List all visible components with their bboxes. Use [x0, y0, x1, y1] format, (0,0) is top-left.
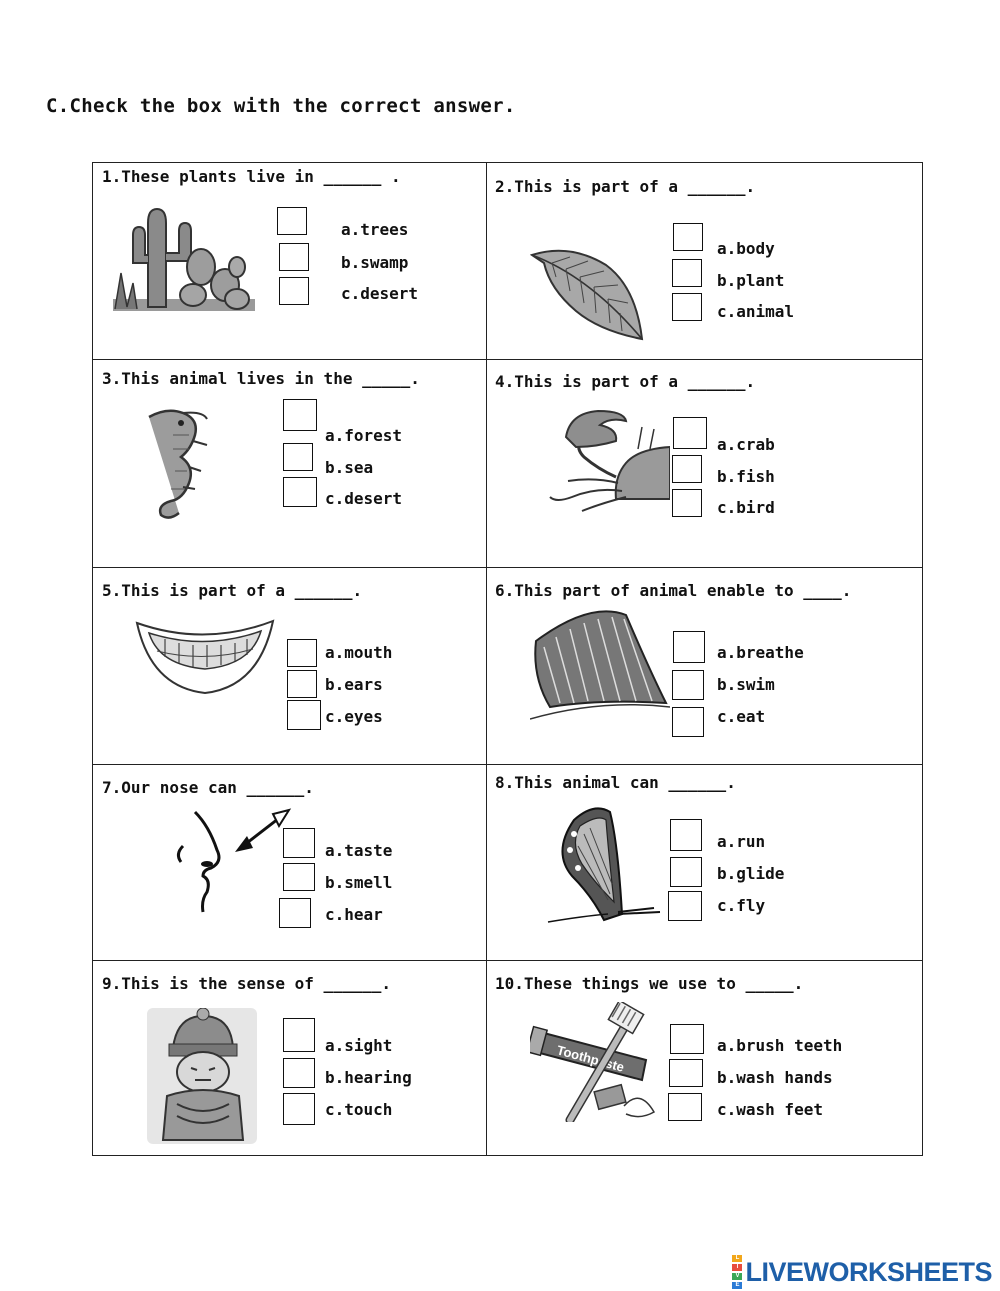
- question-10: [486, 960, 923, 1156]
- question-6: [486, 567, 923, 764]
- answer-checkbox[interactable]: [283, 477, 317, 507]
- question-1: [93, 163, 486, 359]
- answer-checkbox[interactable]: [279, 243, 309, 271]
- answer-checkbox[interactable]: [669, 1059, 703, 1087]
- answer-checkbox[interactable]: [279, 277, 309, 305]
- question-3: [93, 359, 486, 567]
- option-label: a.mouth: [325, 643, 393, 662]
- question-grid: [92, 162, 923, 1156]
- logo-mark-icon: L I V E: [732, 1254, 742, 1290]
- question-9: [93, 960, 486, 1156]
- option-label: a.run: [717, 832, 766, 851]
- option-label: a.forest: [325, 426, 403, 445]
- mouth-picture: [133, 617, 277, 697]
- answer-checkbox[interactable]: [670, 1024, 704, 1054]
- answer-checkbox[interactable]: [277, 207, 307, 235]
- fin-picture: [530, 607, 670, 723]
- answer-checkbox[interactable]: [283, 1018, 315, 1052]
- question-7: [93, 764, 486, 960]
- answer-checkbox[interactable]: [670, 819, 702, 851]
- option-label: c.animal: [717, 302, 795, 321]
- answer-checkbox[interactable]: [673, 417, 707, 449]
- question-prompt: 2.This is part of a ______.: [495, 177, 756, 196]
- option-label: c.desert: [341, 284, 419, 303]
- answer-checkbox[interactable]: [672, 259, 702, 287]
- answer-checkbox[interactable]: [283, 443, 313, 471]
- question-prompt: 1.These plants live in ______ .: [102, 167, 401, 186]
- question-5: [93, 567, 486, 764]
- answer-checkbox[interactable]: [672, 293, 702, 321]
- answer-checkbox[interactable]: [283, 863, 315, 891]
- answer-checkbox[interactable]: [287, 639, 317, 667]
- option-label: a.sight: [325, 1036, 393, 1055]
- answer-checkbox[interactable]: [283, 1093, 315, 1125]
- answer-checkbox[interactable]: [672, 670, 704, 700]
- option-label: b.fish: [717, 467, 775, 486]
- option-label: b.smell: [325, 873, 393, 892]
- cold-boy-picture: [147, 1008, 257, 1144]
- question-prompt: 4.This is part of a ______.: [495, 372, 756, 391]
- crab-picture: [546, 407, 670, 515]
- answer-checkbox[interactable]: [283, 828, 315, 858]
- question-prompt: 3.This animal lives in the _____.: [102, 369, 420, 388]
- question-2: [486, 163, 923, 359]
- answer-checkbox[interactable]: [283, 1058, 315, 1088]
- option-label: c.fly: [717, 896, 766, 915]
- option-label: c.touch: [325, 1100, 393, 1119]
- answer-checkbox[interactable]: [673, 223, 703, 251]
- seahorse-picture: [143, 405, 233, 521]
- option-label: b.wash hands: [717, 1068, 833, 1087]
- nose-picture: [173, 806, 293, 914]
- answer-checkbox[interactable]: [672, 707, 704, 737]
- answer-checkbox[interactable]: [279, 898, 311, 928]
- option-label: a.breathe: [717, 643, 804, 662]
- cactus-picture: [113, 203, 255, 315]
- question-prompt: 8.This animal can ______.: [495, 773, 736, 792]
- option-label: c.eyes: [325, 707, 383, 726]
- option-label: a.brush teeth: [717, 1036, 843, 1055]
- answer-checkbox[interactable]: [668, 1093, 702, 1121]
- option-label: b.plant: [717, 271, 785, 290]
- option-label: a.crab: [717, 435, 775, 454]
- toothpaste-label: Toothpaste: [555, 1042, 626, 1075]
- answer-checkbox[interactable]: [287, 700, 321, 730]
- answer-checkbox[interactable]: [287, 670, 317, 698]
- option-label: b.sea: [325, 458, 374, 477]
- question-8: [486, 764, 923, 960]
- option-label: a.taste: [325, 841, 393, 860]
- liveworksheets-logo: [732, 1255, 992, 1289]
- option-label: c.desert: [325, 489, 403, 508]
- question-prompt: 9.This is the sense of ______.: [102, 974, 391, 993]
- answer-checkbox[interactable]: [672, 455, 702, 483]
- answer-checkbox[interactable]: [673, 631, 705, 663]
- leaf-picture: [530, 247, 654, 343]
- question-4: [486, 359, 923, 567]
- option-label: b.ears: [325, 675, 383, 694]
- question-prompt: 10.These things we use to _____.: [495, 974, 804, 993]
- answer-checkbox[interactable]: [668, 891, 702, 921]
- question-prompt: 7.Our nose can ______.: [102, 778, 314, 797]
- option-label: b.swamp: [341, 253, 409, 272]
- toothpaste-picture: [530, 1002, 662, 1122]
- option-label: c.hear: [325, 905, 383, 924]
- answer-checkbox[interactable]: [672, 489, 702, 517]
- option-label: a.trees: [341, 220, 409, 239]
- option-label: c.eat: [717, 707, 766, 726]
- option-label: c.wash feet: [717, 1100, 823, 1119]
- answer-checkbox[interactable]: [283, 399, 317, 431]
- option-label: b.hearing: [325, 1068, 412, 1087]
- question-prompt: 5.This is part of a ______.: [102, 581, 363, 600]
- option-label: b.glide: [717, 864, 785, 883]
- brand-name: LIVEWORKSHEETS: [745, 1256, 992, 1287]
- butterfly-picture: [544, 804, 664, 924]
- instruction-heading: C.Check the box with the correct answer.: [46, 95, 516, 117]
- question-prompt: 6.This part of animal enable to ____.: [495, 581, 852, 600]
- option-label: b.swim: [717, 675, 775, 694]
- option-label: a.body: [717, 239, 775, 258]
- answer-checkbox[interactable]: [670, 857, 702, 887]
- option-label: c.bird: [717, 498, 775, 517]
